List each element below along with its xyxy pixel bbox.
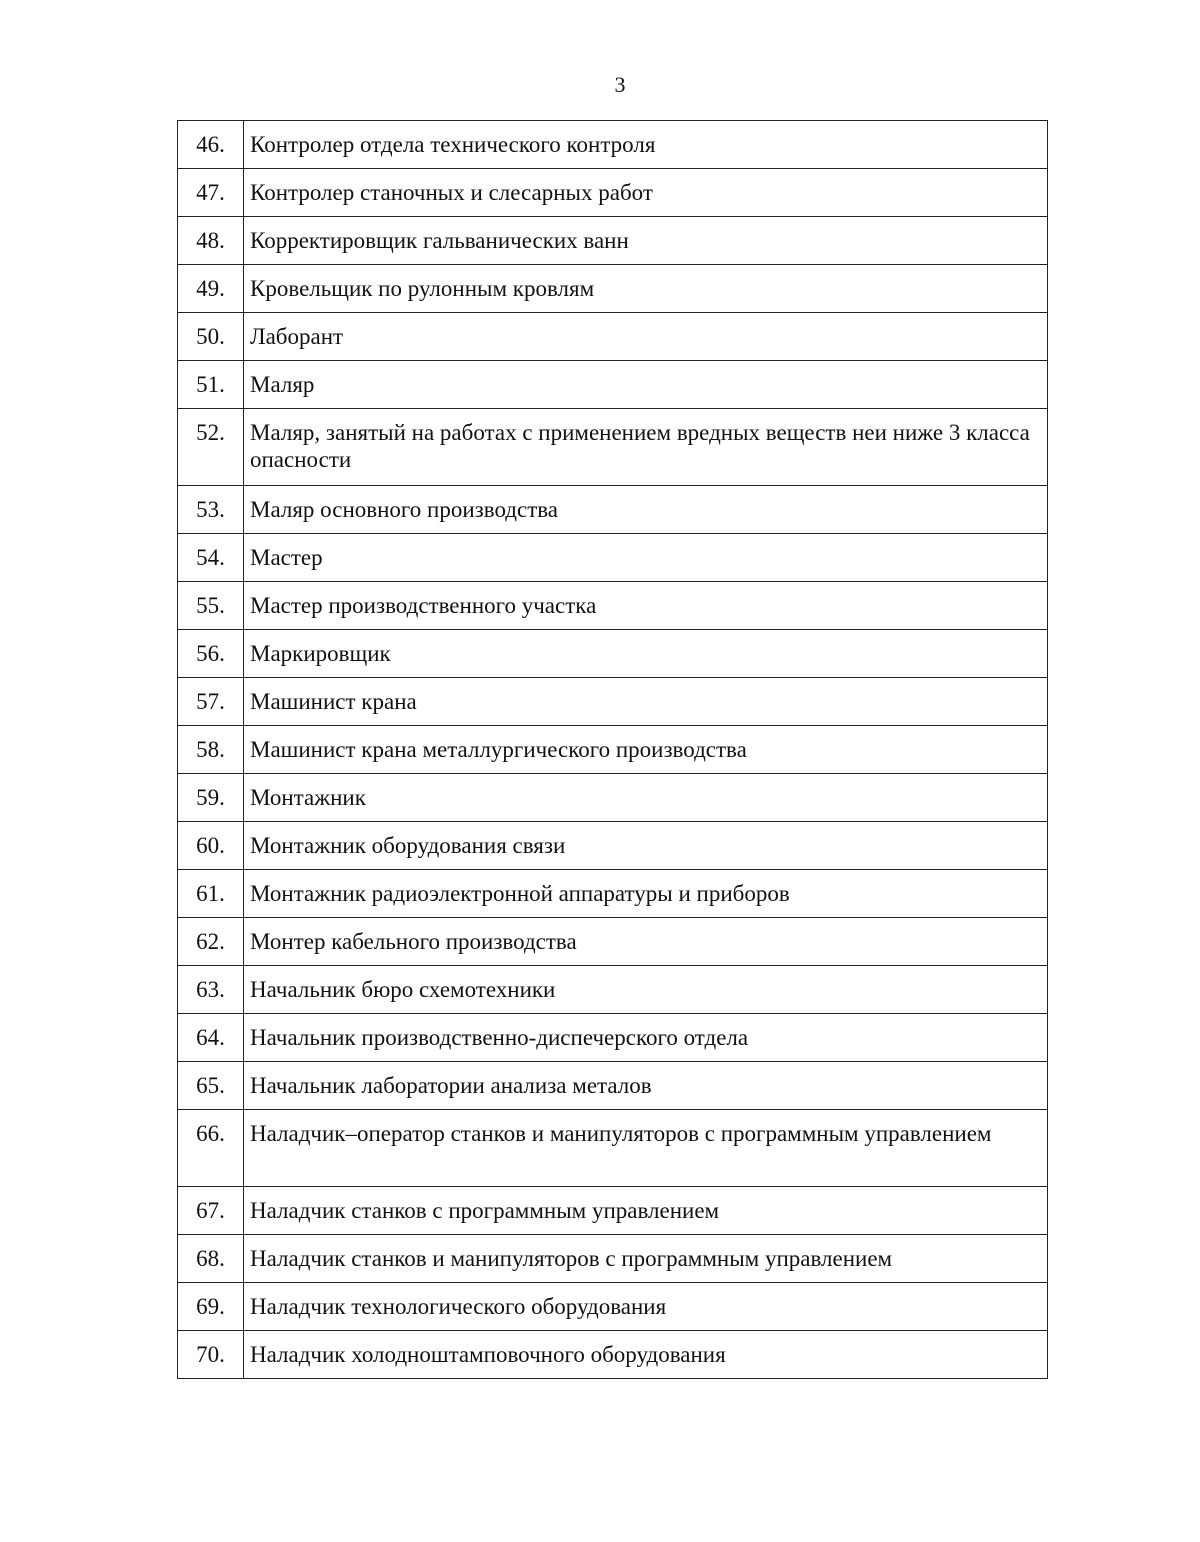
- profession-name: Мастер: [244, 534, 1048, 582]
- table-row: [178, 534, 1048, 582]
- row-number: 59.: [178, 774, 244, 822]
- table-row: [178, 822, 1048, 870]
- profession-name: Наладчик холодноштамповочного оборудования: [244, 1331, 1048, 1379]
- row-number: 64.: [178, 1014, 244, 1062]
- row-number: 61.: [178, 870, 244, 918]
- row-number: 58.: [178, 726, 244, 774]
- row-number: 67.: [178, 1187, 244, 1235]
- profession-table: [177, 120, 1048, 1379]
- profession-name: Начальник производственно-диспечерского отдела: [244, 1014, 1048, 1062]
- row-number: 69.: [178, 1283, 244, 1331]
- row-number: 53.: [178, 486, 244, 534]
- table-row: [178, 486, 1048, 534]
- profession-name: Наладчик–оператор станков и манипуляторов с программным управлением: [244, 1110, 1048, 1187]
- table-row: [178, 1331, 1048, 1379]
- page-number: 3: [614, 72, 626, 97]
- profession-name: Машинист крана: [244, 678, 1048, 726]
- profession-name: Монтер кабельного производства: [244, 918, 1048, 966]
- profession-name: Маляр, занятый на работах с применением вредных веществ неи ниже 3 класса опасности: [244, 409, 1048, 486]
- table-row: [178, 121, 1048, 169]
- row-number: 63.: [178, 966, 244, 1014]
- row-number: 49.: [178, 265, 244, 313]
- row-number: 66.: [178, 1110, 244, 1187]
- row-number: 47.: [178, 169, 244, 217]
- row-number: 46.: [178, 121, 244, 169]
- row-number: 48.: [178, 217, 244, 265]
- profession-name: Начальник лаборатории анализа металов: [244, 1062, 1048, 1110]
- table-row: [178, 678, 1048, 726]
- profession-name: Машинист крана металлургического производства: [244, 726, 1048, 774]
- profession-name: Контролер отдела технического контроля: [244, 121, 1048, 169]
- row-number: 50.: [178, 313, 244, 361]
- table-row: [178, 726, 1048, 774]
- row-number: 55.: [178, 582, 244, 630]
- profession-name: Корректировщик гальванических ванн: [244, 217, 1048, 265]
- table-row: [178, 1014, 1048, 1062]
- table-row: [178, 409, 1048, 486]
- table-row: [178, 582, 1048, 630]
- profession-name: Маркировщик: [244, 630, 1048, 678]
- profession-name: Маляр: [244, 361, 1048, 409]
- profession-name: Монтажник: [244, 774, 1048, 822]
- table-row: [178, 169, 1048, 217]
- row-number: 68.: [178, 1235, 244, 1283]
- profession-name: Лаборант: [244, 313, 1048, 361]
- profession-name: Мастер производственного участка: [244, 582, 1048, 630]
- table-row: [178, 870, 1048, 918]
- row-number: 51.: [178, 361, 244, 409]
- table-row: [178, 217, 1048, 265]
- profession-name: Наладчик станков и манипуляторов с программным управлением: [244, 1235, 1048, 1283]
- table-row: [178, 313, 1048, 361]
- table-row: [178, 1110, 1048, 1187]
- profession-name: Монтажник оборудования связи: [244, 822, 1048, 870]
- row-number: 52.: [178, 409, 244, 486]
- table-row: [178, 918, 1048, 966]
- table-row: [178, 966, 1048, 1014]
- table-row: [178, 630, 1048, 678]
- table-row: [178, 1187, 1048, 1235]
- table-row: [178, 774, 1048, 822]
- table-row: [178, 1283, 1048, 1331]
- profession-name: Наладчик технологического оборудования: [244, 1283, 1048, 1331]
- row-number: 57.: [178, 678, 244, 726]
- row-number: 70.: [178, 1331, 244, 1379]
- profession-name: Монтажник радиоэлектронной аппаратуры и приборов: [244, 870, 1048, 918]
- table-row: [178, 265, 1048, 313]
- row-number: 62.: [178, 918, 244, 966]
- row-number: 56.: [178, 630, 244, 678]
- profession-name: Наладчик станков с программным управлением: [244, 1187, 1048, 1235]
- profession-name: Кровельщик по рулонным кровлям: [244, 265, 1048, 313]
- row-number: 60.: [178, 822, 244, 870]
- profession-name: Контролер станочных и слесарных работ: [244, 169, 1048, 217]
- table-row: [178, 361, 1048, 409]
- row-number: 65.: [178, 1062, 244, 1110]
- table-row: [178, 1235, 1048, 1283]
- profession-name: Маляр основного производства: [244, 486, 1048, 534]
- profession-name: Начальник бюро схемотехники: [244, 966, 1048, 1014]
- row-number: 54.: [178, 534, 244, 582]
- table-row: [178, 1062, 1048, 1110]
